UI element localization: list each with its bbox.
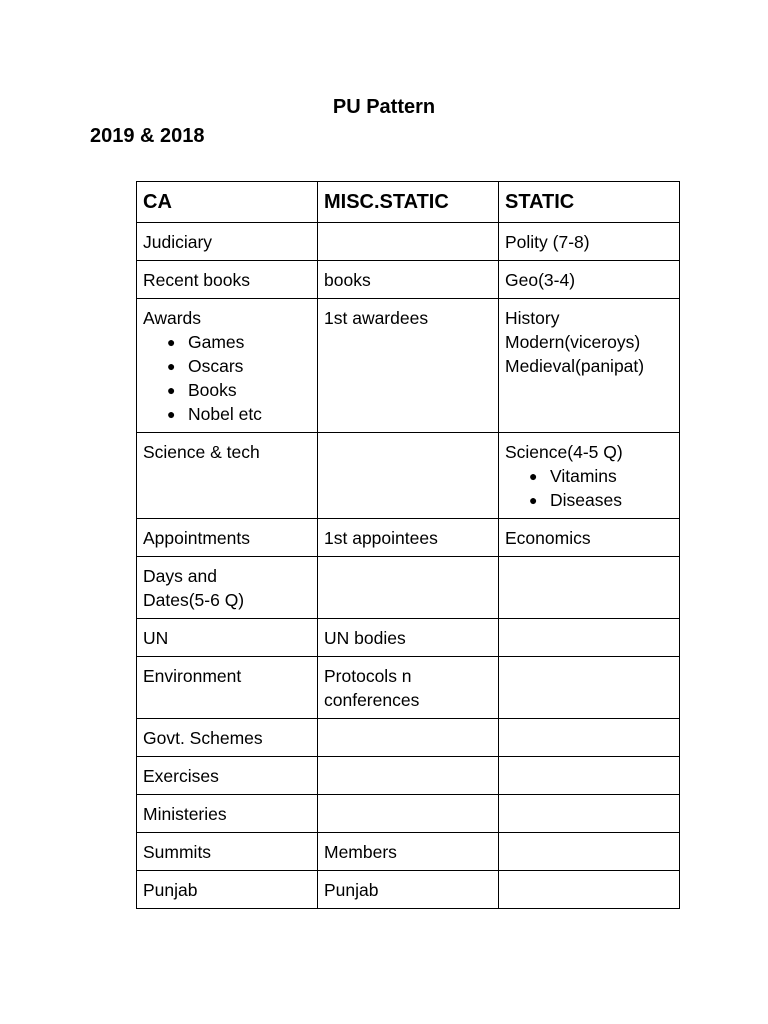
list-item: ● Vitamins: [529, 464, 673, 488]
cell-ca: Govt. Schemes: [137, 719, 318, 757]
cell-static: [499, 299, 680, 433]
cell-static: [499, 433, 680, 519]
cell-misc: [318, 433, 499, 519]
cell-misc: 1st appointees: [318, 519, 499, 557]
cell-ca: Science & tech: [137, 433, 318, 519]
cell-ca: Summits: [137, 833, 318, 871]
table-row: [137, 261, 680, 299]
cell-ca: Recent books: [137, 261, 318, 299]
table-row: [137, 299, 680, 433]
table-row: [137, 795, 680, 833]
table-row: [137, 757, 680, 795]
cell-ca: Ministeries: [137, 795, 318, 833]
cell-static: [499, 795, 680, 833]
cell-misc: [318, 795, 499, 833]
table-row: [137, 871, 680, 909]
cell-static: [499, 833, 680, 871]
cell-misc: Members: [318, 833, 499, 871]
cell-static: Economics: [499, 519, 680, 557]
column-header-misc-static: MISC.STATIC: [318, 182, 499, 223]
cell-misc: UN bodies: [318, 619, 499, 657]
cell-static-text: Science(4-5 Q): [505, 442, 623, 462]
cell-misc: Punjab: [318, 871, 499, 909]
pattern-table: [136, 181, 680, 909]
cell-misc: [318, 757, 499, 795]
cell-static: [499, 757, 680, 795]
list-item: ● Games: [167, 330, 311, 354]
table-row: [137, 719, 680, 757]
cell-static-line: History: [505, 308, 560, 328]
table-header-row: [137, 182, 680, 223]
cell-static: Geo(3-4): [499, 261, 680, 299]
cell-static-line: Medieval(panipat): [505, 356, 645, 376]
cell-static: [499, 657, 680, 719]
cell-misc-line: conferences: [324, 690, 420, 710]
cell-static-line: Modern(viceroys): [505, 332, 641, 352]
cell-misc-line: Protocols n: [324, 666, 412, 686]
column-header-static: STATIC: [499, 182, 680, 223]
document-subtitle: 2019 & 2018: [90, 125, 205, 147]
cell-misc: [318, 657, 499, 719]
table-row: [137, 433, 680, 519]
table-row: [137, 833, 680, 871]
list-item: ● Books: [167, 378, 311, 402]
table-row: [137, 223, 680, 261]
table-row: [137, 619, 680, 657]
cell-ca: Judiciary: [137, 223, 318, 261]
cell-ca-text: Awards: [143, 308, 202, 328]
bullet-list: [505, 464, 673, 512]
cell-ca: Punjab: [137, 871, 318, 909]
cell-misc: [318, 719, 499, 757]
cell-static: [499, 557, 680, 619]
cell-static: Polity (7-8): [499, 223, 680, 261]
cell-ca: [137, 299, 318, 433]
list-item: ● Nobel etc: [167, 402, 311, 426]
list-item: ● Diseases: [529, 488, 673, 512]
cell-ca: Appointments: [137, 519, 318, 557]
list-item: ● Oscars: [167, 354, 311, 378]
table-row: [137, 519, 680, 557]
cell-ca-line: Dates(5-6 Q): [143, 590, 245, 610]
cell-ca-line: Days and: [143, 566, 217, 586]
cell-ca: Environment: [137, 657, 318, 719]
cell-static: [499, 619, 680, 657]
document-title: PU Pattern: [332, 96, 436, 118]
table-row: [137, 557, 680, 619]
bullet-list: [143, 330, 311, 426]
cell-misc: [318, 223, 499, 261]
cell-misc: [318, 557, 499, 619]
column-header-ca: CA: [137, 182, 318, 223]
cell-static: [499, 719, 680, 757]
cell-ca: UN: [137, 619, 318, 657]
cell-ca: [137, 557, 318, 619]
cell-misc: books: [318, 261, 499, 299]
cell-ca: Exercises: [137, 757, 318, 795]
table-row: [137, 657, 680, 719]
cell-misc: 1st awardees: [318, 299, 499, 433]
cell-static: [499, 871, 680, 909]
